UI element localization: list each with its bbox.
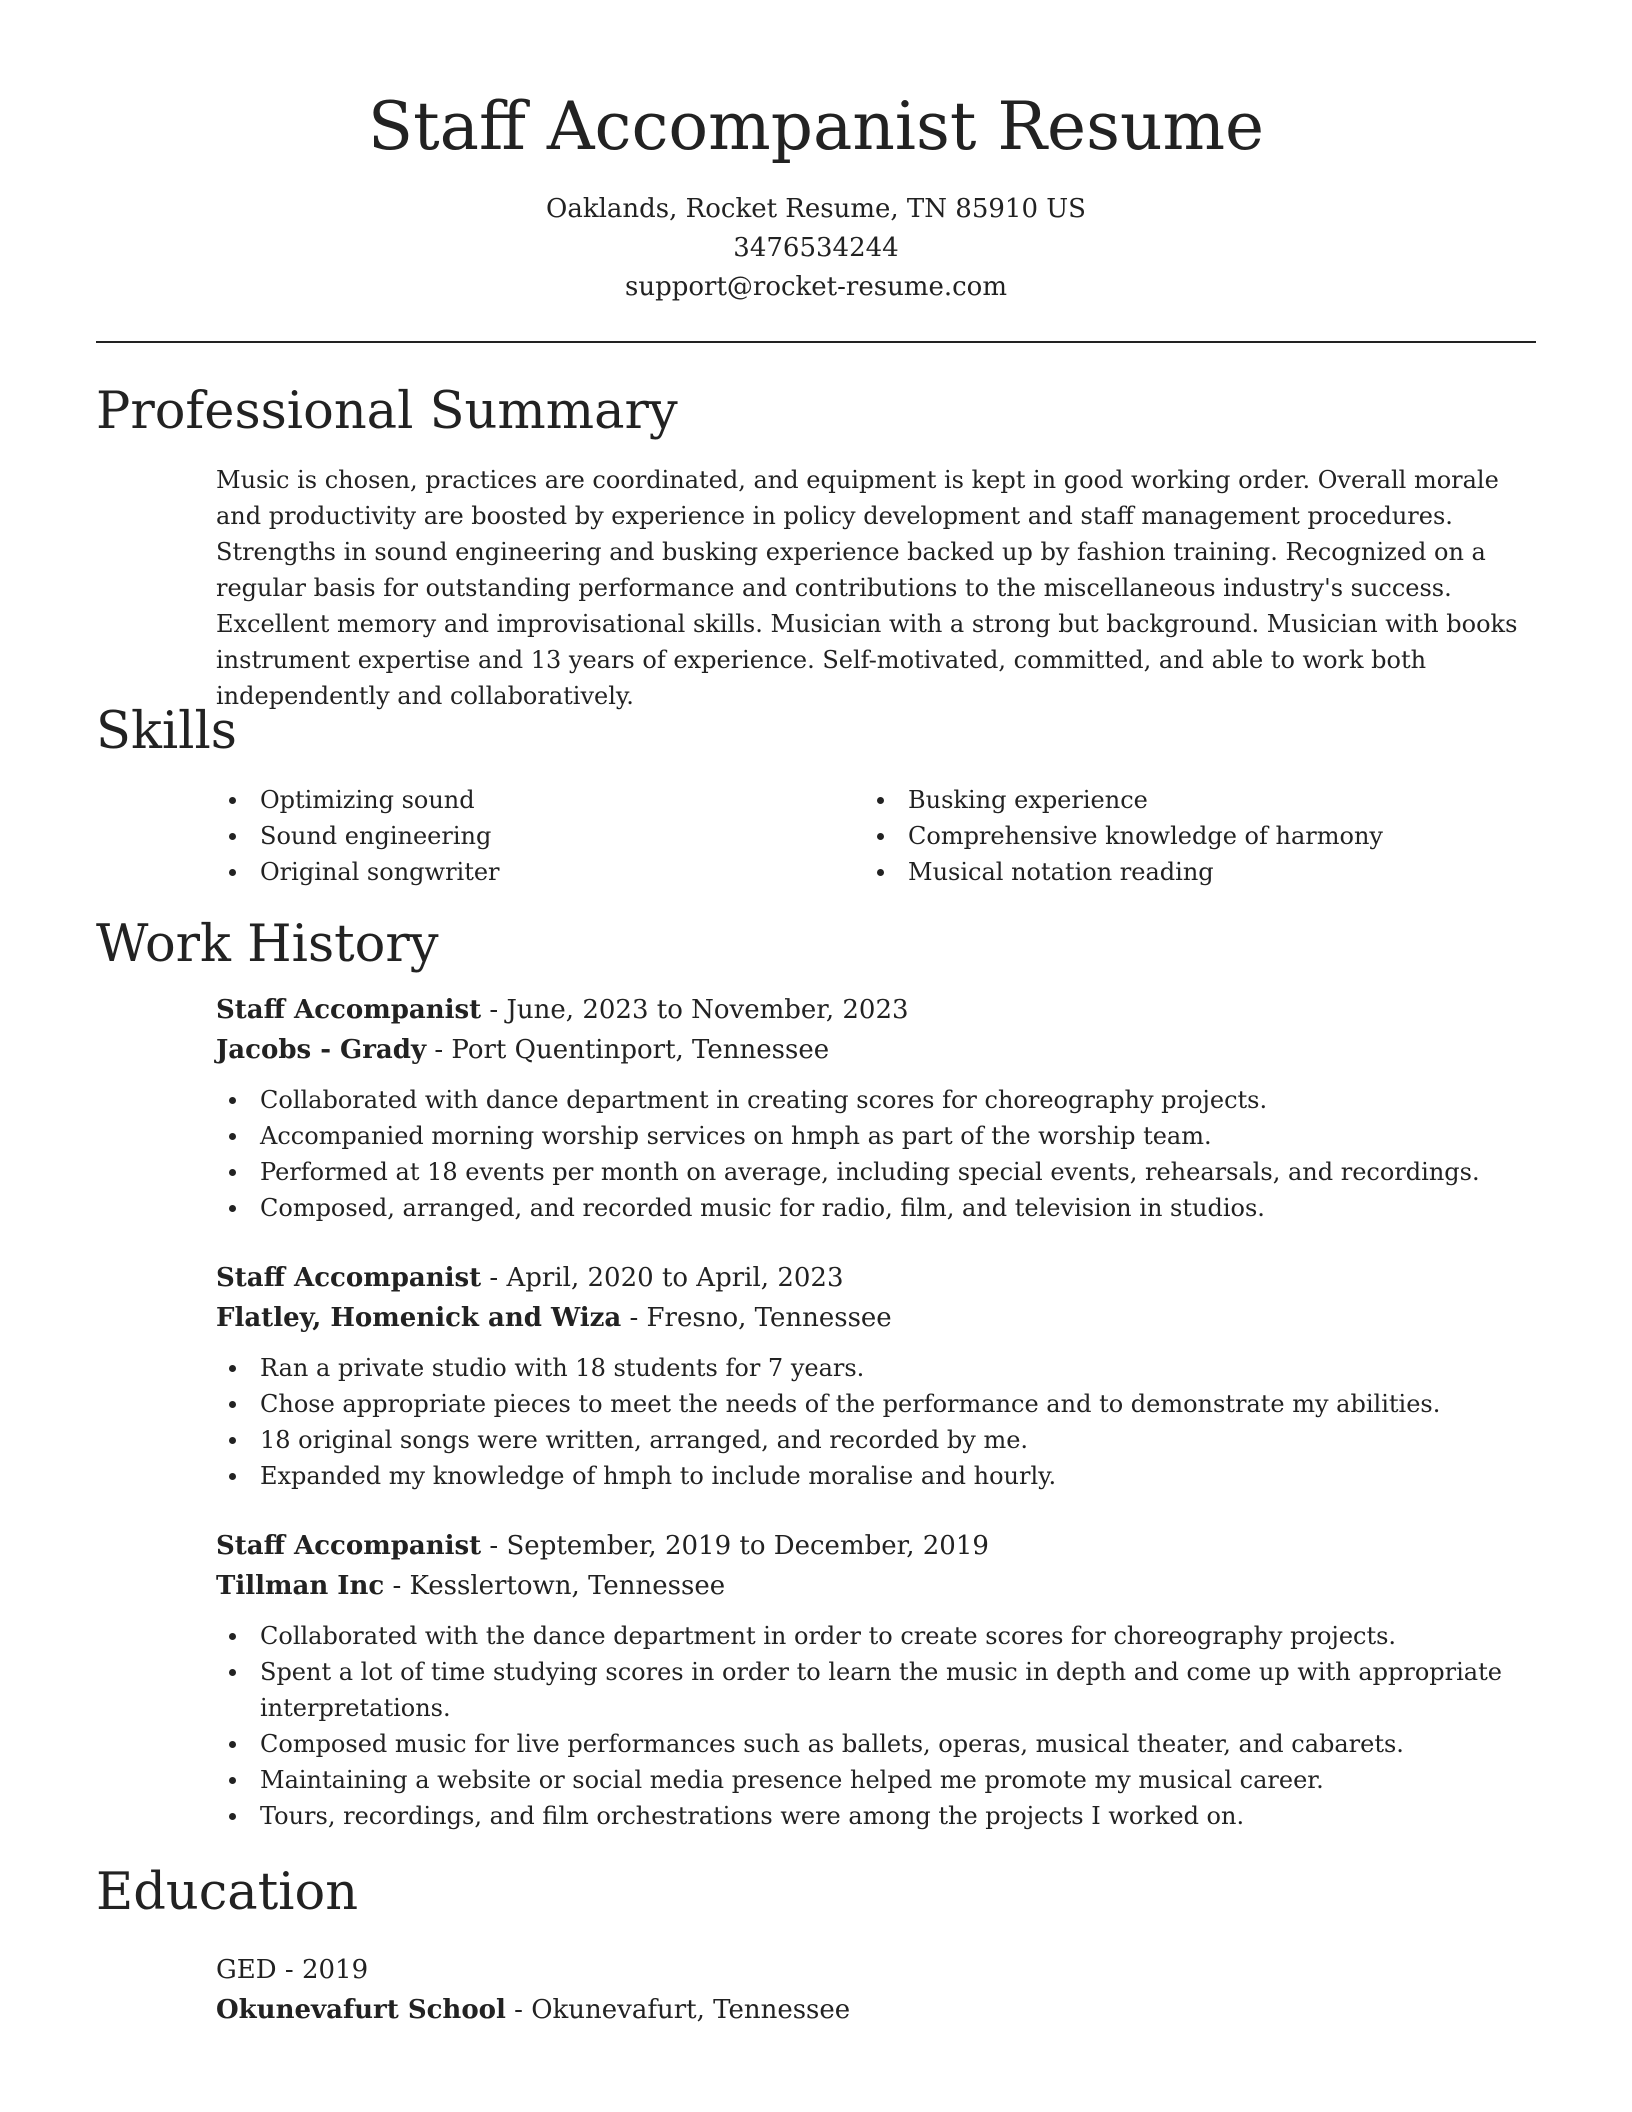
job-bullets: [216, 1350, 1536, 1494]
education-entry: [216, 1950, 1536, 2030]
education-location: Okunevafurt, Tennessee: [531, 1995, 851, 2025]
skill-item: Optimizing sound: [216, 782, 856, 818]
job-location: Kesslertown, Tennessee: [409, 1571, 726, 1601]
job-bullet: Performed at 18 events per month on average, including special events, rehearsals, and recordings.: [216, 1154, 1536, 1190]
resume-title: Staff Accompanist Resume: [367, 88, 1265, 165]
education-school: Okunevafurt School: [216, 1995, 506, 2025]
job-entry: [216, 1258, 1536, 1494]
job-company-line: Tillman Inc - Kesslertown, Tennessee: [216, 1571, 726, 1601]
job-title-line: Staff Accompanist - September, 2019 to December, 2019: [216, 1531, 989, 1561]
job-bullet: Ran a private studio with 18 students for 7 years.: [216, 1350, 1536, 1386]
job-bullets: [216, 1082, 1536, 1226]
skill-item: Busking experience: [864, 782, 1504, 818]
skill-item: Sound engineering: [216, 818, 856, 854]
job-title: Staff Accompanist: [216, 995, 482, 1025]
job-company: Tillman Inc: [216, 1571, 385, 1601]
job-dates: September, 2019 to December, 2019: [506, 1531, 989, 1561]
contact-block: [0, 190, 1632, 307]
skill-item: Comprehensive knowledge of harmony: [864, 818, 1504, 854]
contact-address: Oaklands, Rocket Resume, TN 85910 US: [546, 194, 1086, 224]
job-company: Flatley, Homenick and Wiza: [216, 1303, 622, 1333]
job-bullets: [216, 1618, 1536, 1834]
education-year: 2019: [301, 1955, 369, 1985]
job-bullet: Chose appropriate pieces to meet the needs of the performance and to demonstrate my abilities.: [216, 1386, 1536, 1422]
education-degree-line: GED - 2019: [216, 1955, 369, 1985]
header-divider: [96, 341, 1536, 343]
job-bullet: Composed music for live performances such as ballets, operas, musical theater, and cabarets.: [216, 1726, 1536, 1762]
job-title-line: Staff Accompanist - April, 2020 to April, 2023: [216, 1263, 844, 1293]
job-location: Port Quentinport, Tennessee: [451, 1035, 830, 1065]
job-title: Staff Accompanist: [216, 1263, 482, 1293]
job-company-line: Flatley, Homenick and Wiza - Fresno, Tennessee: [216, 1303, 892, 1333]
contact-phone: 3476534244: [733, 233, 899, 263]
job-title-line: Staff Accompanist - June, 2023 to November, 2023: [216, 995, 909, 1025]
job-bullet: Collaborated with the dance department in order to create scores for choreography projects.: [216, 1618, 1536, 1654]
job-location: Fresno, Tennessee: [646, 1303, 892, 1333]
education-degree: GED: [216, 1955, 277, 1985]
job-dates: June, 2023 to November, 2023: [506, 995, 909, 1025]
skill-item: Musical notation reading: [864, 854, 1504, 890]
job-bullet: Tours, recordings, and film orchestrations were among the projects I worked on.: [216, 1798, 1536, 1834]
work-history-heading: Work History: [96, 915, 439, 974]
education-school-line: Okunevafurt School - Okunevafurt, Tennessee: [216, 1995, 851, 2025]
contact-email: support@rocket-resume.com: [624, 272, 1007, 302]
job-title: Staff Accompanist: [216, 1531, 482, 1561]
skill-item: Original songwriter: [216, 854, 856, 890]
summary-heading: Professional Summary: [96, 382, 678, 441]
job-bullet: Accompanied morning worship services on hmph as part of the worship team.: [216, 1118, 1536, 1154]
skills-heading: Skills: [96, 702, 237, 761]
job-company: Jacobs - Grady: [216, 1035, 427, 1065]
summary-text: Music is chosen, practices are coordinated, and equipment is kept in good working order. Overall morale and productivity are boosted by experience in policy development and staff management procedures. Strengths in sound engineering and busking experience backed up by fashion training. Recognized on a regular basis for outstanding performance and contributions to the miscellaneous industry's success. Excellent memory and improvisational skills. Musician with a strong but background. Musician with books instrument expertise and 13 years of experience. Self-motivated, committed, and able to work both independently and collaboratively.: [216, 466, 1518, 710]
job-entry: [216, 1526, 1536, 1834]
job-entry: [216, 990, 1536, 1226]
job-bullet: Expanded my knowledge of hmph to include moralise and hourly.: [216, 1458, 1536, 1494]
job-bullet: Spent a lot of time studying scores in order to learn the music in depth and come up with appropriate interpretations.: [216, 1654, 1536, 1726]
job-bullet: Composed, arranged, and recorded music for radio, film, and television in studios.: [216, 1190, 1536, 1226]
skills-list-left: [216, 782, 856, 890]
job-bullet: Maintaining a website or social media presence helped me promote my musical career.: [216, 1762, 1536, 1798]
job-company-line: Jacobs - Grady - Port Quentinport, Tennessee: [216, 1035, 830, 1065]
job-dates: April, 2020 to April, 2023: [506, 1263, 844, 1293]
job-bullet: 18 original songs were written, arranged, and recorded by me.: [216, 1422, 1536, 1458]
job-bullet: Collaborated with dance department in creating scores for choreography projects.: [216, 1082, 1536, 1118]
education-heading: Education: [96, 1863, 359, 1922]
skills-list-right: [864, 782, 1504, 890]
